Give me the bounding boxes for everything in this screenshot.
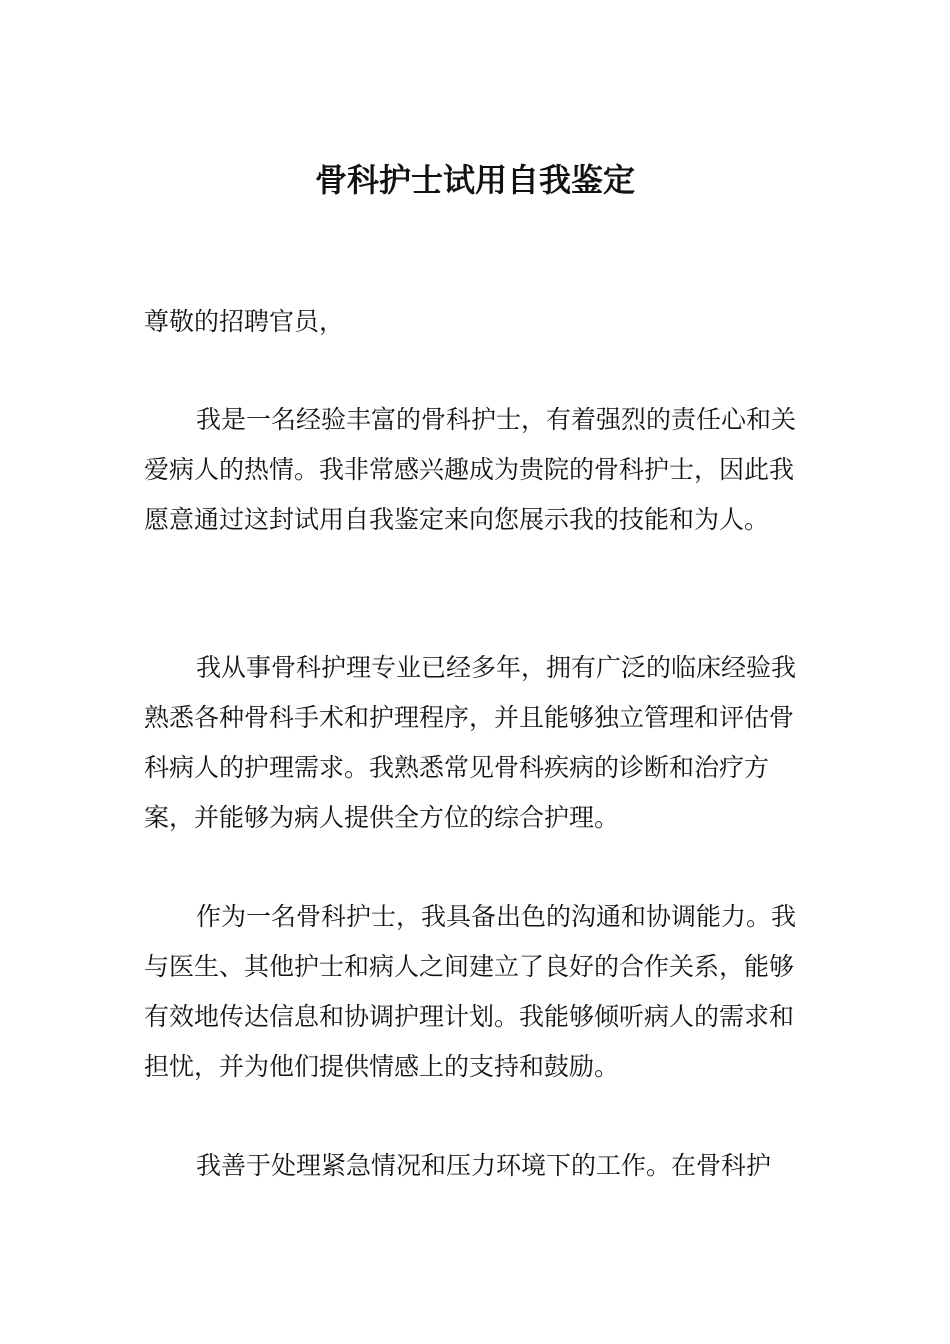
paragraph-2: 我从事骨科护理专业已经多年，拥有广泛的临床经验我熟悉各种骨科手术和护理程序，并且能够独立管理和评估骨科病人的护理需求。我熟悉常见骨科疾病的诊断和治疗方案，并能够为病人提供全方位的综合护理。 (144, 653, 797, 832)
paragraph-3: 作为一名骨科护士，我具备出色的沟通和协调能力。我与医生、其他护士和病人之间建立了良好的合作关系，能够有效地传达信息和协调护理计划。我能够倾听病人的需求和担忧，并为他们提供情感上的支持和鼓励。 (144, 902, 797, 1081)
salutation: 尊敬的招聘官员， (144, 307, 345, 336)
document-title: 骨科护士试用自我鉴定 (314, 161, 635, 199)
paragraph-1: 我是一名经验丰富的骨科护士，有着强烈的责任心和关爱病人的热情。我非常感兴趣成为贵院的骨科护士，因此我愿意通过这封试用自我鉴定来向您展示我的技能和为人。 (144, 405, 797, 534)
paragraph-4: 我善于处理紧急情况和压力环境下的工作。在骨科护 (196, 1151, 772, 1180)
